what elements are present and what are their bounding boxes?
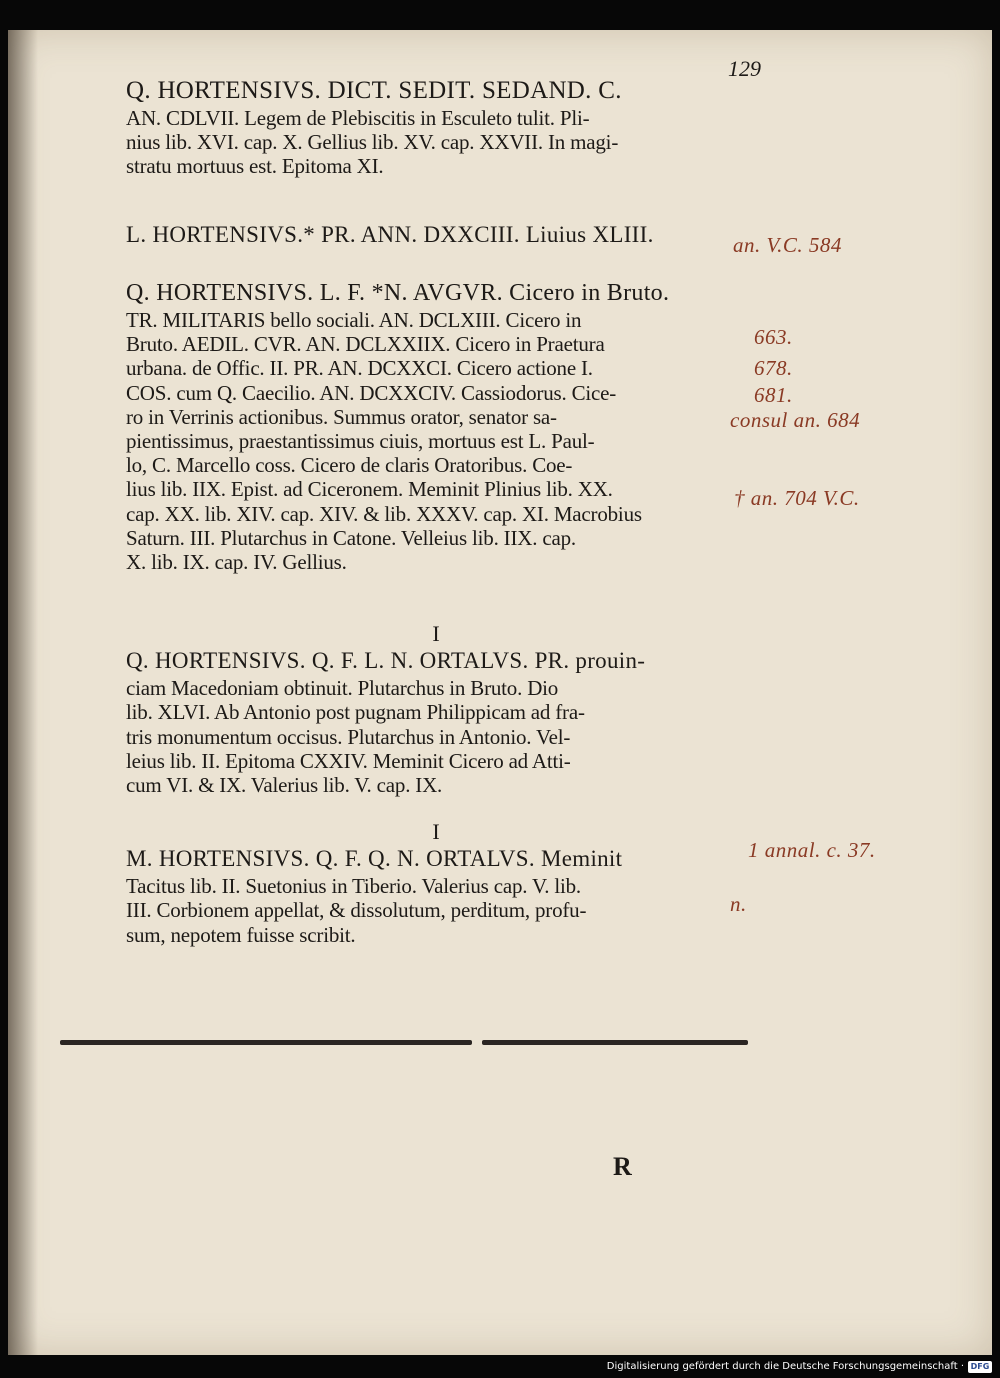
entry-line: Bruto. AEDIL. CVR. AN. DCLXXIIX. Cicero in Praetura	[126, 332, 605, 357]
entry-line: lib. XLVI. Ab Antonio post pugnam Philippicam ad fra-	[126, 700, 585, 725]
entry-heading: Q. HORTENSIVS. L. F. *N. AVGVR. Cicero in Bruto.	[126, 280, 670, 306]
entry-heading: L. HORTENSIVS.* PR. ANN. DXXCIII. Liuius XLIII.	[126, 222, 654, 247]
entry-line: ro in Verrinis actionibus. Summus orator, senator sa-	[126, 404, 557, 429]
entry-marker: I	[432, 621, 440, 646]
entry-marker: I	[432, 819, 440, 844]
entry-line: III. Corbionem appellat, & dissolutum, perditum, profu-	[126, 898, 587, 923]
page-number: 129	[728, 56, 761, 81]
entry-line: leius lib. II. Epitoma CXXIV. Meminit Cicero ad Atti-	[126, 748, 571, 773]
entry-line: urbana. de Offic. II. PR. AN. DCXXCI. Cicero actione I.	[126, 356, 593, 381]
margin-note: 663.	[754, 325, 793, 349]
entry-line: AN. CDLVII. Legem de Plebiscitis in Esculeto tulit. Pli-	[126, 106, 590, 130]
entry-line: lo, C. Marcello coss. Cicero de claris Oratoribus. Coe-	[126, 453, 573, 478]
margin-note: n.	[730, 892, 747, 916]
signature-mark: R	[613, 1152, 632, 1181]
entry-heading: Q. HORTENSIVS. DICT. SEDIT. SEDAND. C.	[126, 77, 622, 104]
section-rule	[60, 1040, 472, 1045]
entry-hortensius-augur	[126, 278, 746, 574]
entry-line: X. lib. IX. cap. IV. Gellius.	[126, 550, 347, 575]
margin-note: 681.	[754, 383, 793, 407]
entry-line: COS. cum Q. Caecilio. AN. DCXXCIV. Cassiodorus. Cice-	[126, 380, 617, 405]
dfg-logo-text: DFG	[970, 1362, 990, 1371]
margin-note: † an. 704 V.C.	[734, 486, 860, 510]
entry-heading: M. HORTENSIVS. Q. F. Q. N. ORTALVS. Meminit	[126, 846, 623, 872]
entry-line: tris monumentum occisus. Plutarchus in Antonio. Vel-	[126, 724, 571, 749]
entry-line: Saturn. III. Plutarchus in Catone. Velleius lib. IIX. cap.	[126, 525, 576, 550]
entry-line: lius lib. IIX. Epist. ad Ciceronem. Meminit Plinius lib. XX.	[126, 477, 613, 502]
margin-note: consul an. 684	[730, 408, 861, 432]
entry-line: cum VI. & IX. Valerius lib. V. cap. IX.	[126, 773, 443, 798]
entry-line: stratu mortuus est. Epitoma XI.	[126, 154, 384, 179]
entry-line: nius lib. XVI. cap. X. Gellius lib. XV. cap. XXVII. In magi-	[126, 130, 619, 155]
section-rule	[482, 1040, 748, 1045]
entry-line: ciam Macedoniam obtinuit. Plutarchus in Bruto. Dio	[126, 676, 559, 701]
margin-note: 678.	[754, 356, 793, 380]
entry-hortensius-ortalus-m	[126, 820, 746, 947]
margin-note: 1 annal. c. 37.	[748, 838, 876, 862]
entry-line: sum, nepotem fuisse scribit.	[126, 922, 356, 947]
entry-hortensius-praetor	[126, 220, 746, 250]
entry-line: Tacitus lib. II. Suetonius in Tiberio. Valerius cap. V. lib.	[126, 874, 581, 899]
entry-hortensius-ortalus-q	[126, 622, 746, 797]
digitization-credit: Digitalisierung gefördert durch die Deutsche Forschungsgemeinschaft ·	[606, 1361, 964, 1372]
entry-heading: Q. HORTENSIVS. Q. F. L. N. ORTALVS. PR. prouin-	[126, 648, 646, 674]
entry-line: TR. MILITARIS bello sociali. AN. DCLXIII. Cicero in	[126, 308, 582, 332]
entry-line: pientissimus, praestantissimus ciuis, mortuus est L. Paul-	[126, 429, 595, 454]
margin-note: an. V.C. 584	[733, 233, 842, 257]
entry-line: cap. XX. lib. XIV. cap. XIV. & lib. XXXV. cap. XI. Macrobius	[126, 501, 642, 526]
dfg-logo	[968, 1361, 992, 1373]
book-page	[8, 30, 992, 1355]
entry-hortensius-dictator	[126, 76, 746, 179]
